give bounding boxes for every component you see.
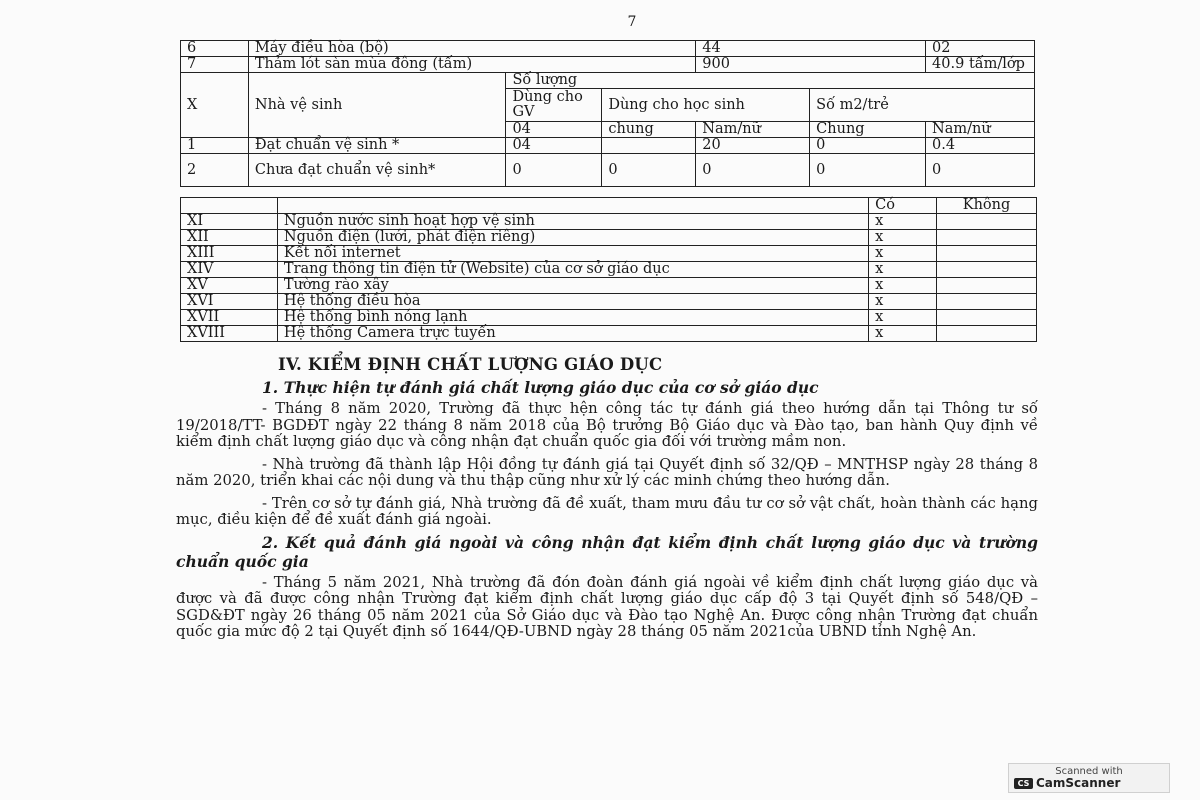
subsection-heading: 2. Kết quả đánh giá ngoài và công nhận đạt kiểm định chất lượng giáo dục và trường chuẩn quốc gia [176,532,1038,571]
paragraph: - Tháng 5 năm 2021, Nhà trường đã đón đoàn đánh giá ngoài về kiểm định chất lượng giáo dục và được và đã được công nhận Trường đạt kiểm định chất lượng giáo dục cấp độ 3 tại Quyết định số 548/QĐ – SGD&ĐT ngày 26 tháng 05 năm 2021 của Sở Giáo dục và Đào tạo Nghệ An. Được công nhận Trường đạt chuẩn quốc gia mức độ 2 tại Quyết định số 1644/QĐ-UBND ngày 28 tháng 05 năm 2021của UBND tỉnh Nghệ An. [176,573,1038,640]
cell-value: 0 [602,154,696,187]
cell-khong [937,294,1037,310]
cell-no: XVII [181,310,278,326]
cell-co: x [869,214,937,230]
section-title: Nhà vệ sinh [248,73,506,138]
cell-no: XIII [181,246,278,262]
cell-note: 40.9 tấm/lớp [926,57,1035,73]
subsection-heading: 1. Thực hiện tự đánh giá chất lượng giáo dục của cơ sở giáo dục [262,378,819,397]
cell-empty [277,198,868,214]
table-row [181,326,1037,342]
cell-name: Hệ thống điều hòa [277,294,868,310]
cell-no: XI [181,214,278,230]
cell-khong [937,310,1037,326]
table-row [181,310,1037,326]
cell-value: 0 [696,154,810,187]
cell-co: x [869,246,937,262]
cell-empty [181,198,278,214]
cell-name: Đạt chuẩn vệ sinh * [248,138,506,154]
cell-value: Nam/nữ [696,122,810,138]
cell-khong [937,278,1037,294]
section-heading: IV. KIỂM ĐỊNH CHẤT LƯỢNG GIÁO DỤC [278,355,663,374]
cell-co: x [869,310,937,326]
cell-co: x [869,262,937,278]
cell-value [602,138,696,154]
cell-no: XV [181,278,278,294]
watermark-caption: Scanned with [1055,766,1123,777]
cell-value: 0 [926,154,1035,187]
cell-name: Hệ thống bình nóng lạnh [277,310,868,326]
cell-no: XIV [181,262,278,278]
cell-qty: 44 [696,41,926,57]
table-row [181,230,1037,246]
cell-qty: 900 [696,57,926,73]
table-row [181,41,1035,57]
cell-value: chung [602,122,696,138]
table-row [181,278,1037,294]
cell-name: Kết nối internet [277,246,868,262]
section-number: X [181,73,249,138]
cell-name: Trang thông tin điện tử (Website) của cơ sở giáo dục [277,262,868,278]
amenities-table [180,197,1037,342]
header-yes: Có [869,198,937,214]
cell-value: 04 [506,138,602,154]
camscanner-logo-icon: CS [1014,778,1033,789]
cell-no: XII [181,230,278,246]
table-row [181,262,1037,278]
table-row [181,214,1037,230]
table-row [181,73,1035,89]
cell-name: Nguồn điện (lưới, phát điện riêng) [277,230,868,246]
cell-note: 02 [926,41,1035,57]
cell-no: XVIII [181,326,278,342]
cell-no: 6 [181,41,249,57]
paragraph: - Nhà trường đã thành lập Hội đồng tự đánh giá tại Quyết định số 32/QĐ – MNTHSP ngày 28 tháng 8 năm 2020, triển khai các nội dung và thu thập cũng như xử lý các minh chứng theo hướng dẫn. [176,455,1038,489]
cell-co: x [869,326,937,342]
cell-value: 0.4 [926,138,1035,154]
header-teacher: Dùng cho GV [506,89,602,122]
paragraph: - Tháng 8 năm 2020, Trường đã thực hện công tác tự đánh giá theo hướng dẫn tại Thông tư số 19/2018/TT- BGDĐT ngày 22 tháng 8 năm 2018 của Bộ trưởng Bộ Giáo dục và Đào tạo, ban hành Quy định về kiểm định chất lượng giáo dục và công nhận đạt chuẩn quốc gia đối với trường mầm non. [176,400,1038,450]
cell-no: 7 [181,57,249,73]
cell-name: Thảm lót sàn mùa đông (tấm) [248,57,695,73]
facilities-table [180,40,1035,187]
cell-co: x [869,294,937,310]
cell-value: Chung [810,122,926,138]
section-iv [176,355,1038,641]
cell-khong [937,246,1037,262]
cell-value: 0 [810,138,926,154]
page-number: 7 [627,14,637,30]
header-students: Dùng cho học sinh [602,89,810,122]
table-row [181,154,1035,187]
camscanner-watermark [1008,763,1170,793]
header-quantity: Số lượng [506,73,1035,89]
cell-khong [937,262,1037,278]
watermark-brand: CamScanner [1036,776,1121,790]
cell-name: Nguồn nước sinh hoạt hợp vệ sinh [277,214,868,230]
table-row [181,57,1035,73]
paragraph: - Trên cơ sở tự đánh giá, Nhà trường đã đề xuất, tham mưu đầu tư cơ sở vật chất, hoàn thành các hạng mục, điều kiện để đề xuất đánh giá ngoài. [176,494,1038,528]
cell-value: 20 [696,138,810,154]
cell-khong [937,214,1037,230]
cell-name: Hệ thống Camera trực tuyến [277,326,868,342]
header-area: Số m2/trẻ [810,89,1035,122]
cell-no: XVI [181,294,278,310]
table-row [181,294,1037,310]
cell-khong [937,326,1037,342]
cell-value: Nam/nữ [926,122,1035,138]
cell-value: 0 [506,154,602,187]
cell-no: 2 [181,154,249,187]
cell-name: Chưa đạt chuẩn vệ sinh* [248,154,506,187]
cell-value: 04 [506,122,602,138]
cell-name: Tường rào xây [277,278,868,294]
table-row [181,246,1037,262]
cell-value: 0 [810,154,926,187]
header-no: Không [937,198,1037,214]
table-row [181,198,1037,214]
cell-khong [937,230,1037,246]
cell-no: 1 [181,138,249,154]
cell-co: x [869,278,937,294]
cell-co: x [869,230,937,246]
table-row [181,138,1035,154]
cell-name: Máy điều hòa (bộ) [248,41,695,57]
